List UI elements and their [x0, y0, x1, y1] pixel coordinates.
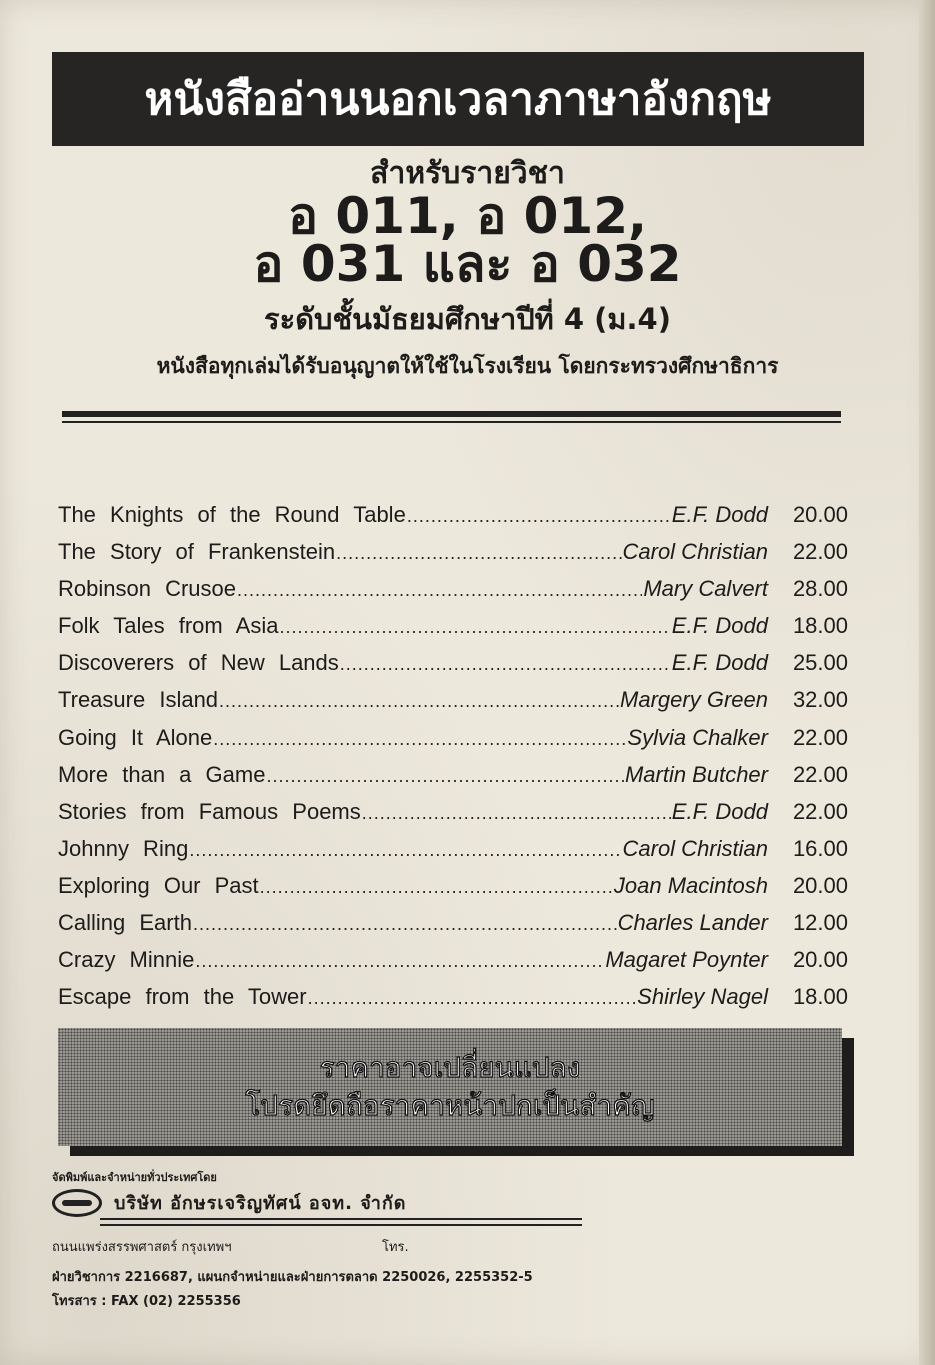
- book-title: Stories from Famous Poems: [58, 798, 361, 824]
- publisher-name: บริษัท อักษรเจริญทัศน์ อจท. จำกัด: [114, 1193, 407, 1214]
- publisher-fax: โทรสาร : FAX (02) 2255356: [52, 1294, 241, 1309]
- dot-leader: [219, 691, 619, 712]
- book-title: Robinson Crusoe: [58, 576, 236, 602]
- book-row: [58, 650, 848, 687]
- book-author: Shirley Nagel: [637, 984, 768, 1010]
- grade-level: ระดับชั้นมัธยมศึกษาปีที่ 4 (ม.4): [264, 302, 671, 336]
- book-list: [58, 502, 848, 1021]
- dot-leader: [340, 654, 671, 675]
- dot-leader: [189, 840, 621, 861]
- book-row: [58, 910, 848, 947]
- book-row: [58, 799, 848, 836]
- book-title: More than a Game: [58, 761, 266, 787]
- book-author: E.F. Dodd: [671, 502, 768, 527]
- book-price: 18.00: [792, 613, 848, 639]
- book-author: Mary Calvert: [643, 576, 768, 602]
- book-author: Carol Christian: [622, 835, 768, 861]
- book-title: Exploring Our Past: [58, 872, 259, 898]
- book-title: Crazy Minnie: [58, 947, 195, 973]
- publisher-rule-2: [100, 1224, 582, 1226]
- dot-leader: [195, 951, 604, 972]
- book-title: The Story of Frankenstein: [58, 539, 336, 565]
- publisher-logo-icon: [52, 1189, 102, 1217]
- book-author: E.F. Dodd: [671, 798, 768, 824]
- book-author: Sylvia Chalker: [627, 724, 768, 750]
- book-title: Calling Earth: [58, 910, 192, 936]
- book-row: [58, 947, 848, 984]
- book-title: Discoverers of New Lands: [58, 650, 339, 676]
- dot-leader: [407, 506, 671, 527]
- publisher-address: ถนนแพร่งสรรพศาสตร์ กรุงเทพฯ: [52, 1240, 232, 1255]
- notice-line-2: โปรดยึดถือราคาหน้าปกเป็นสำคัญ: [245, 1089, 655, 1122]
- subject-label: สำหรับรายวิชา: [370, 156, 565, 191]
- dot-leader: [279, 617, 670, 638]
- book-title: Going It Alone: [58, 724, 213, 750]
- book-price: 22.00: [792, 539, 848, 565]
- divider-thick: [62, 411, 841, 417]
- dot-leader: [213, 729, 626, 750]
- book-row: [58, 762, 848, 799]
- course-codes-line1: อ 011, อ 012,: [287, 187, 647, 245]
- course-codes-line2: อ 031 และ อ 032: [253, 235, 682, 293]
- book-author: Magaret Poynter: [605, 947, 768, 973]
- book-price: 28.00: [792, 576, 848, 602]
- price-notice: [58, 1028, 842, 1146]
- book-row: [58, 984, 848, 1021]
- book-price: 25.00: [792, 650, 848, 676]
- book-title: Folk Tales from Asia: [58, 613, 279, 639]
- book-row: [58, 725, 848, 762]
- dot-leader: [260, 877, 613, 898]
- book-author: E.F. Dodd: [671, 613, 768, 639]
- book-price: 20.00: [792, 502, 848, 527]
- book-author: Joan Macintosh: [613, 872, 768, 898]
- book-author: Margery Green: [620, 687, 768, 713]
- publisher-label: จัดพิมพ์และจำหน่ายทั่วประเทศโดย: [52, 1171, 217, 1184]
- book-price: 16.00: [792, 835, 848, 861]
- page-title: หนังสืออ่านนอกเวลาภาษาอังกฤษ: [144, 74, 772, 125]
- dot-leader: [237, 580, 642, 601]
- approval-note: หนังสือทุกเล่มได้รับอนุญาตให้ใช้ในโรงเรียน โดยกระทรวงศึกษาธิการ: [156, 354, 779, 378]
- book-price: 18.00: [792, 984, 848, 1010]
- book-price: 12.00: [792, 910, 848, 936]
- book-row: [58, 502, 848, 539]
- book-price: 22.00: [792, 761, 848, 787]
- title-banner: [52, 52, 864, 146]
- dot-leader: [193, 914, 617, 935]
- book-price: 20.00: [792, 872, 848, 898]
- publisher-row: [52, 1188, 406, 1217]
- publisher-tel-label: โทร.: [382, 1240, 409, 1255]
- dot-leader: [308, 988, 637, 1009]
- book-price: 22.00: [792, 724, 848, 750]
- dot-leader: [336, 543, 621, 564]
- book-author: Charles Lander: [617, 910, 768, 936]
- dot-leader: [266, 766, 624, 787]
- publisher-phones: ฝ่ายวิชาการ 2216687, แผนกจำหน่ายและฝ่ายการตลาด 2250026, 2255352-5: [52, 1270, 533, 1285]
- notice-line-1: ราคาอาจเปลี่ยนแปลง: [319, 1051, 581, 1084]
- book-price: 20.00: [792, 947, 848, 973]
- book-author: Martin Butcher: [624, 761, 768, 787]
- book-title: Escape from the Tower: [58, 984, 307, 1010]
- book-row: [58, 613, 848, 650]
- book-row: [58, 576, 848, 613]
- book-title: The Knights of the Round Table: [58, 502, 406, 527]
- book-price: 22.00: [792, 798, 848, 824]
- book-author: E.F. Dodd: [671, 650, 768, 676]
- book-author: Carol Christian: [622, 539, 768, 565]
- book-price: 32.00: [792, 687, 848, 713]
- book-row: [58, 873, 848, 910]
- publisher-rule: [100, 1218, 582, 1220]
- book-title: Treasure Island: [58, 687, 219, 713]
- book-title: Johnny Ring: [58, 835, 189, 861]
- book-row: [58, 687, 848, 724]
- book-row: [58, 836, 848, 873]
- book-row: [58, 539, 848, 576]
- divider-thin: [62, 421, 841, 423]
- dot-leader: [362, 803, 671, 824]
